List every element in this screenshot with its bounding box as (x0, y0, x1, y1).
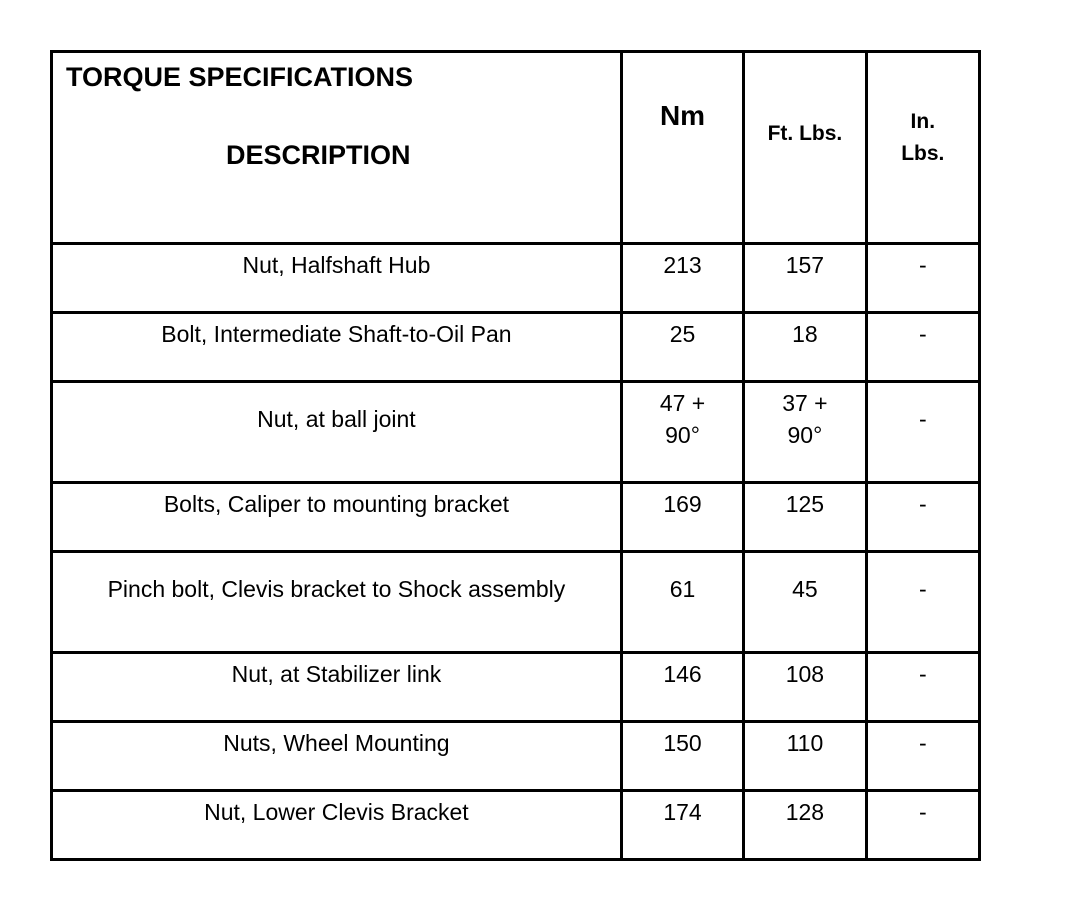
description-cell: Nut, Lower Clevis Bracket (52, 791, 622, 860)
in-lbs-cell: - (866, 382, 979, 483)
table-title: TORQUE SPECIFICATIONS (66, 62, 414, 92)
nm-value-line1: 47 + (659, 390, 706, 416)
description-cell: Nut, Halfshaft Hub (52, 244, 622, 313)
table-row (52, 382, 980, 483)
ft-lbs-cell: 157 (744, 244, 866, 313)
nm-cell: 150 (621, 722, 743, 791)
nm-cell: 213 (621, 244, 743, 313)
description-cell: Bolts, Caliper to mounting bracket (52, 483, 622, 552)
in-lbs-cell: - (866, 791, 979, 860)
ft-lbs-cell: 18 (744, 313, 866, 382)
ft-lbs-cell: 45 (744, 552, 866, 653)
description-cell: Nuts, Wheel Mounting (52, 722, 622, 791)
description-header-cell (52, 52, 622, 244)
nm-cell: 174 (621, 791, 743, 860)
table-row (52, 791, 980, 860)
nm-cell: 61 (621, 552, 743, 653)
torque-spec-table (50, 50, 981, 861)
nm-cell: 146 (621, 653, 743, 722)
in-lbs-header-line2: Lbs. (901, 142, 945, 165)
nm-cell: 169 (621, 483, 743, 552)
nm-cell (621, 382, 743, 483)
description-cell: Bolt, Intermediate Shaft-to-Oil Pan (52, 313, 622, 382)
in-lbs-cell: - (866, 722, 979, 791)
description-cell: Nut, at ball joint (52, 382, 622, 483)
description-cell: Pinch bolt, Clevis bracket to Shock assembly (52, 552, 622, 653)
table-row (52, 653, 980, 722)
table-row (52, 483, 980, 552)
description-cell: Nut, at Stabilizer link (52, 653, 622, 722)
nm-column-header: Nm (621, 52, 743, 244)
in-lbs-column-header (866, 52, 979, 244)
table-row (52, 722, 980, 791)
ft-lbs-value-line1: 37 + (782, 390, 828, 416)
description-column-header: DESCRIPTION (226, 140, 411, 170)
table-row (52, 244, 980, 313)
ft-lbs-cell: 110 (744, 722, 866, 791)
in-lbs-cell: - (866, 313, 979, 382)
table-row (52, 552, 980, 653)
ft-lbs-cell: 108 (744, 653, 866, 722)
in-lbs-cell: - (866, 483, 979, 552)
nm-cell: 25 (621, 313, 743, 382)
ft-lbs-column-header: Ft. Lbs. (744, 52, 866, 244)
ft-lbs-cell: 128 (744, 791, 866, 860)
table-header-row (52, 52, 980, 244)
ft-lbs-value-line2: 90° (787, 422, 823, 448)
table-row (52, 313, 980, 382)
in-lbs-header-line1: In. (910, 110, 936, 133)
in-lbs-cell: - (866, 244, 979, 313)
nm-value-line2: 90° (665, 422, 700, 448)
in-lbs-cell: - (866, 552, 979, 653)
ft-lbs-cell (744, 382, 866, 483)
ft-lbs-cell: 125 (744, 483, 866, 552)
in-lbs-cell: - (866, 653, 979, 722)
